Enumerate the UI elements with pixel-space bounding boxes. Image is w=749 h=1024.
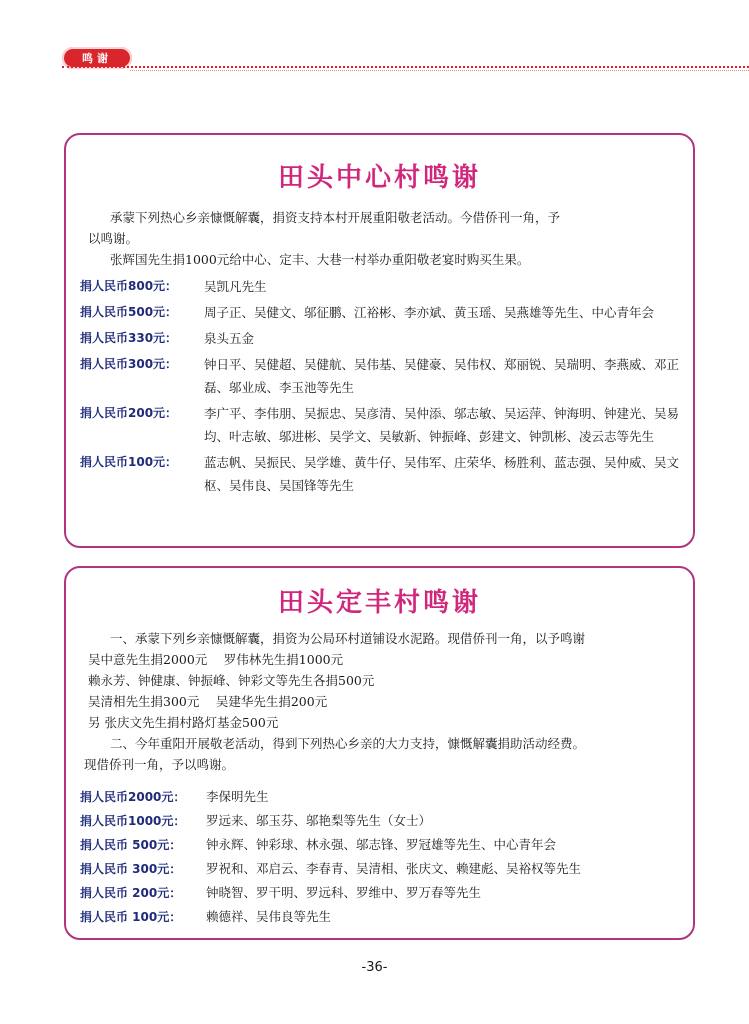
section-tag: 鸣谢 <box>62 47 132 69</box>
section-2-box <box>64 566 695 940</box>
donation-amount-label: 捐人民币1000元： <box>80 814 186 828</box>
donation-amount-label: 捐人民币 100元： <box>80 910 182 924</box>
section-1-intro-2: 以鸣谢。 <box>88 231 139 246</box>
donor-row <box>80 882 683 904</box>
donor-names: 蓝志帆、吴振民、吴学雄、黄牛仔、吴伟军、庄荣华、杨胜利、蓝志强、吴仲威、吴文枢、吴伟良、吴国锋等先生 <box>204 455 680 493</box>
donor-names: 李广平、李伟朋、吴振忠、吴彦清、吴仲添、邬志敏、吴运萍、钟海明、钟建光、吴易均、叶志敏、邬进彬、吴学文、吴敏新、钟振峰、彭建文、钟凯彬、凌云志等先生 <box>204 406 680 444</box>
donor-names: 吴凯凡先生 <box>204 279 267 294</box>
page-number: -36- <box>361 960 388 975</box>
section-2-line-4: 吴清相先生捐300元 吴建华先生捐200元 <box>88 694 328 709</box>
donation-amount-label: 捐人民币300元： <box>80 357 178 371</box>
donor-row <box>80 301 683 324</box>
donation-amount-label: 捐人民币 300元： <box>80 862 182 876</box>
donation-amount-label: 捐人民币2000元： <box>80 790 186 804</box>
donor-row <box>80 327 683 350</box>
donor-names: 李保明先生 <box>206 789 269 804</box>
donation-amount-label: 捐人民币100元： <box>80 455 178 469</box>
section-2-line-2: 吴中意先生捐2000元 罗伟林先生捐1000元 <box>88 652 344 667</box>
donor-names: 钟永辉、钟彩球、林永强、邬志锋、罗冠雄等先生、中心青年会 <box>206 837 557 852</box>
donor-names: 钟晓智、罗干明、罗远科、罗维中、罗万春等先生 <box>206 885 482 900</box>
donor-row <box>80 906 683 928</box>
donor-names: 罗祝和、邓启云、李春青、吴清相、张庆文、赖建彪、吴裕权等先生 <box>206 861 582 876</box>
section-2-donor-list <box>80 786 683 930</box>
donation-amount-label: 捐人民币200元： <box>80 406 178 420</box>
donor-names: 泉头五金 <box>204 331 255 346</box>
header-divider <box>62 66 749 68</box>
section-1-box <box>64 133 695 548</box>
donor-row <box>80 786 683 808</box>
section-2-line-5: 另 张庆文先生捐村路灯基金500元 <box>88 715 279 730</box>
donor-row <box>80 810 683 832</box>
donor-row <box>80 451 683 497</box>
donation-amount-label: 捐人民币 200元： <box>80 886 182 900</box>
section-1-intro-1: 承蒙下列热心乡亲慷慨解囊，捐资支持本村开展重阳敬老活动。今借侨刊一角，予 <box>110 210 561 225</box>
section-2-line-7: 现借侨刊一角，予以鸣谢。 <box>84 757 235 772</box>
donor-names: 周子正、吴健文、邬征鹏、江裕彬、李亦斌、黄玉瑶、吴燕雄等先生、中心青年会 <box>204 305 655 320</box>
section-2-line-1: 一、承蒙下列乡亲慷慨解囊，捐资为公局环村道铺设水泥路。现借侨刊一角，以予鸣谢 <box>110 631 586 646</box>
donor-row <box>80 275 683 298</box>
donor-names: 钟日平、吴健超、吴健航、吴伟基、吴健豪、吴伟权、郑丽锐、吴瑞明、李燕威、邓正磊、邬业成、李玉池等先生 <box>204 357 680 395</box>
section-2-title: 田头定丰村鸣谢 <box>277 588 481 618</box>
section-2-line-3: 赖永芳、钟健康、钟振峰、钟彩文等先生各捐500元 <box>88 673 375 688</box>
donor-row <box>80 402 683 448</box>
header-divider-secondary <box>130 70 749 71</box>
donor-names: 赖德祥、吴伟良等先生 <box>206 909 332 924</box>
donation-amount-label: 捐人民币 500元： <box>80 838 182 852</box>
section-1-donor-list <box>80 275 683 500</box>
section-2-line-6: 二、今年重阳开展敬老活动，得到下列热心乡亲的大力支持，慷慨解囊捐助活动经费。 <box>110 736 586 751</box>
donor-row <box>80 858 683 880</box>
donation-amount-label: 捐人民币800元： <box>80 279 178 293</box>
donor-row <box>80 834 683 856</box>
section-1-title: 田头中心村鸣谢 <box>277 163 481 193</box>
donor-names: 罗远来、邬玉芬、邬艳梨等先生（女士） <box>206 813 432 828</box>
donor-row <box>80 353 683 399</box>
section-1-intro-3: 张辉国先生捐1000元给中心、定丰、大巷一村举办重阳敬老宴时购买生果。 <box>110 252 530 267</box>
donation-amount-label: 捐人民币500元： <box>80 305 178 319</box>
donation-amount-label: 捐人民币330元： <box>80 331 178 345</box>
